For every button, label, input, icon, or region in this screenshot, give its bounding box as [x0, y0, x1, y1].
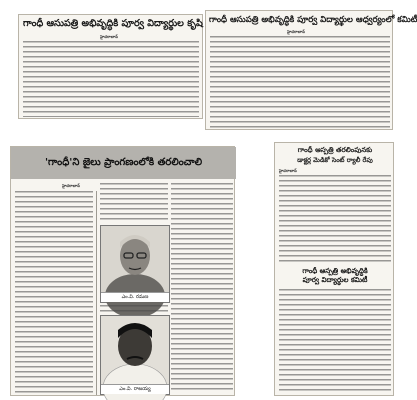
clip-dateline: హైదరాబాద్: [62, 183, 80, 188]
article-text: [279, 289, 391, 393]
portrait-photo: [100, 225, 170, 303]
article-text: [100, 305, 168, 313]
photo-caption: ఎం.వి. రాజయ్య: [101, 384, 169, 394]
clipping-top-left: [18, 14, 203, 119]
article-text: [23, 41, 199, 117]
photo-caption: ఎం.వి. రమణ: [101, 292, 169, 302]
person-photo-icon: [101, 226, 169, 293]
column-rule: [96, 191, 97, 395]
clip-headline: 'గాంధీ'ని జైలు ప్రాంగణంలోకి తరలించాలి: [11, 147, 236, 179]
clip-dateline: హైదరాబాద్: [100, 34, 118, 39]
sub-headline: గాంధీ ఆస్పత్రి అభివృద్ధికి: [278, 267, 392, 276]
sub-headline: పూర్వ విద్యార్థుల కమిటీ: [278, 276, 392, 285]
article-text: [100, 183, 168, 223]
clipping-bottom-left: [10, 146, 235, 396]
article-text: [210, 36, 390, 128]
clip-headline: డాక్టర్ల మెడికో సెంట్ ర్యాలీ రేపు: [297, 156, 373, 164]
clip-headline: గాంధీ ఆసుపత్రి అభివృద్ధికి పూర్వ విద్యార్థుల కృషి: [23, 18, 203, 29]
article-text: [279, 175, 391, 265]
clipping-top-right: [205, 10, 417, 130]
person-photo-icon: [101, 316, 169, 385]
clip-headline: గాంధీ ఆసుపత్రి అభివృద్ధికి పూర్వ విద్యార్థుల ఆధ్వర్యంలో కమిటీ: [209, 15, 417, 25]
article-text: [171, 183, 233, 393]
clipping-bottom-right: [274, 142, 394, 396]
clip-dateline: హైదరాబాద్: [279, 168, 297, 173]
clip-dateline: హైదరాబాద్: [287, 29, 305, 34]
portrait-photo: [100, 315, 170, 395]
article-text: [15, 191, 93, 393]
clip-headline: గాంధీ ఆస్పత్రి తరలింపునకు: [297, 146, 373, 154]
